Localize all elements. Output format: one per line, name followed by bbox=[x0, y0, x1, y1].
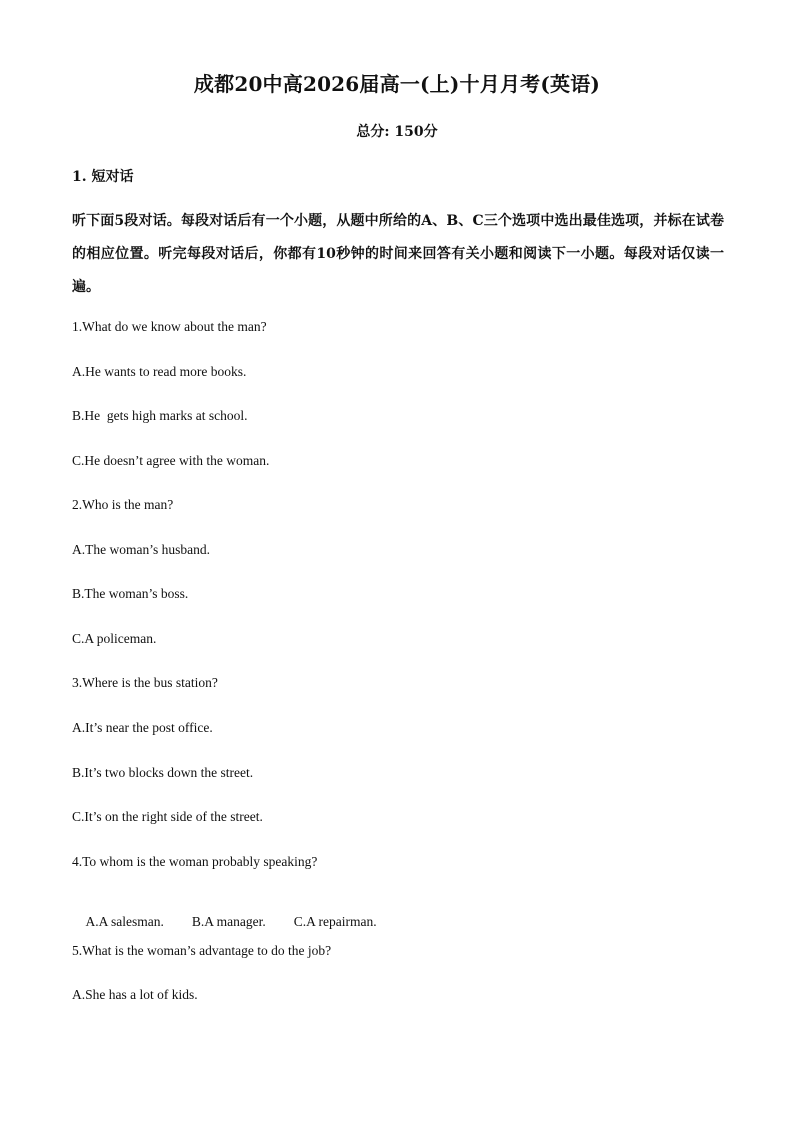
answer-option: A.The woman’s husband. bbox=[72, 542, 210, 557]
answer-option: A.A salesman. bbox=[85, 914, 164, 929]
answer-option: B.He gets high marks at school. bbox=[72, 408, 248, 423]
question-stem: 1.What do we know about the man? bbox=[72, 319, 267, 334]
answer-option: B.It’s two blocks down the street. bbox=[72, 765, 254, 780]
answer-options-row bbox=[72, 898, 377, 946]
answer-option: C.It’s on the right side of the street. bbox=[72, 809, 263, 824]
answer-option: C.He doesn’t agree with the woman. bbox=[72, 453, 270, 468]
question-stem: 3.Where is the bus station? bbox=[72, 675, 218, 690]
answer-option: B.The woman’s boss. bbox=[72, 586, 189, 601]
section-heading: 1. 短对话 bbox=[72, 169, 134, 185]
answer-option: B.A manager. bbox=[191, 914, 266, 929]
answer-option: A.She has a lot of kids. bbox=[72, 987, 198, 1002]
section-instructions: 听下面5段对话。每段对话后有一个小题，从题中所给的A、B、C三个选项中选出最佳选项，并标在试卷的相应位置。听完每段对话后，你都有10秒钟的时间来回答有关小题和阅读下一小题。每段对话仅读一遍。 bbox=[72, 213, 724, 295]
question-stem: 2.Who is the man? bbox=[72, 497, 174, 512]
answer-option: C.A repairman. bbox=[293, 914, 377, 929]
question-stem: 4.To whom is the woman probably speaking? bbox=[72, 854, 318, 869]
question-stem: 5.What is the woman’s advantage to do the job? bbox=[72, 943, 332, 958]
total-score: 总分: 150分 bbox=[356, 124, 438, 140]
exam-title: 成都20中高2026届高一(上)十月月考(英语) bbox=[193, 72, 601, 96]
answer-option: C.A policeman. bbox=[72, 631, 157, 646]
answer-option: A.He wants to read more books. bbox=[72, 364, 247, 379]
answer-option: A.It’s near the post office. bbox=[72, 720, 213, 735]
